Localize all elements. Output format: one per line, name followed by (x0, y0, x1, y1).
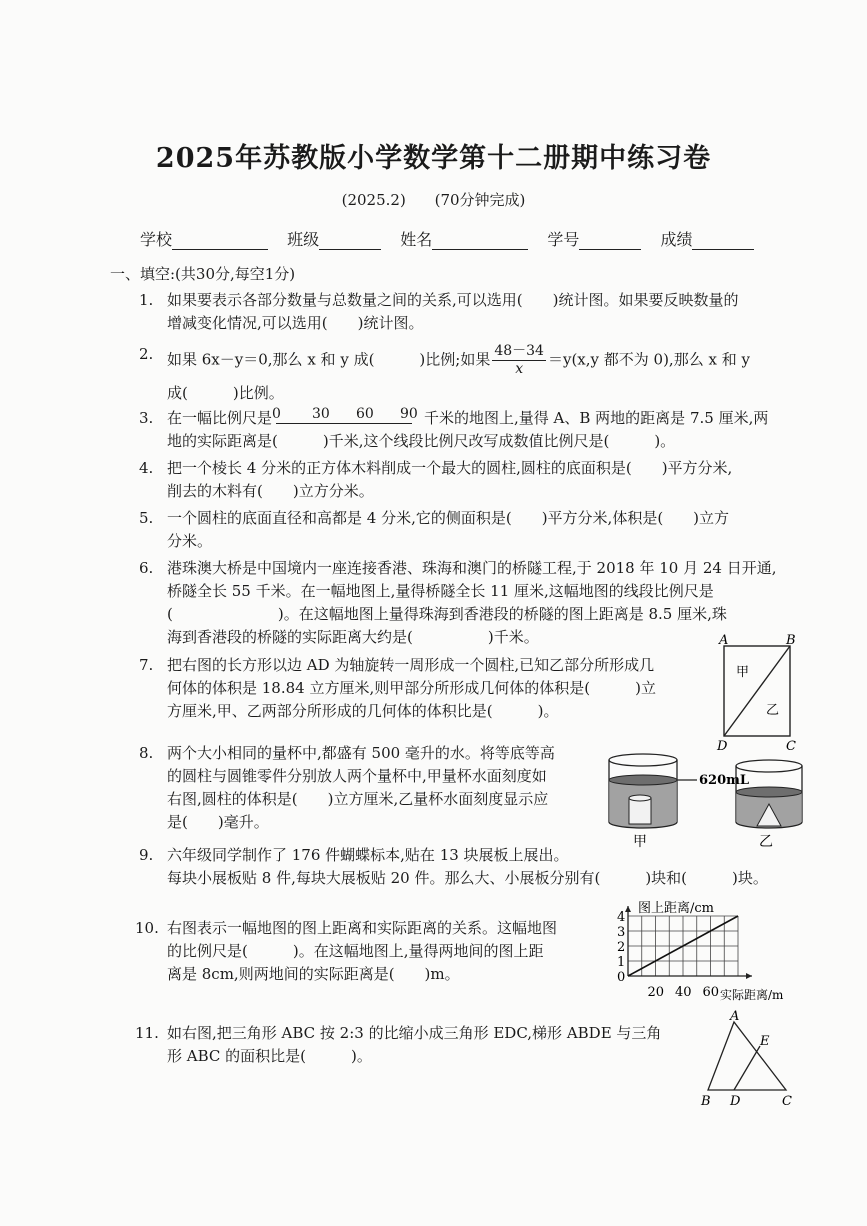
subtitle (0, 189, 867, 210)
question-text-line: 是( )毫升。 (167, 813, 269, 831)
question-text-line: 成( )比例。 (167, 384, 284, 402)
question-text-line: 离是 8cm,则两地间的实际距离是( )m。 (167, 965, 460, 983)
y-tick-label: 3 (617, 925, 626, 940)
question-text-line: 如果要表示各部分数量与总数量之间的关系,可以选用( )统计图。如果要反映数量的 (167, 291, 739, 309)
vertex-a-label: A (719, 633, 729, 648)
question-text-line: 港珠澳大桥是中国境内一座连接香港、珠海和澳门的桥隧工程,于 2018 年 10 月 24 日开通, (167, 559, 777, 577)
section-1-title: 一、填空:(共30分,每空1分) (110, 265, 296, 283)
x-tick-label: 60 (702, 985, 720, 1000)
vertex-b-label: B (786, 633, 796, 648)
question-text-line: 削去的木料有( )立方分米。 (167, 482, 374, 500)
exam-duration: (70分钟完成) (434, 191, 526, 209)
question-text-line: ( )。在这幅地图上量得珠海到香港段的桥隧的图上距离是 8.5 厘米,珠 (167, 605, 727, 623)
name-field[interactable]: 姓名 (400, 227, 528, 250)
question-text-line: 桥隧全长 55 千米。在一幅地图上,量得桥隧全长 11 厘米,这幅地图的线段比例尺是 (167, 582, 714, 600)
question-3 (139, 406, 769, 453)
score-blank[interactable] (692, 233, 754, 250)
x-axis-label: 实际距离/m (720, 988, 784, 1002)
y-tick-label: 4 (617, 910, 626, 925)
class-blank[interactable] (319, 233, 381, 250)
question-text-line: 把右图的长方形以边 AD 为轴旋转一周形成一个圆柱,已知乙部分所形成几 (167, 656, 655, 674)
question-text-line: 的圆柱与圆锥零件分别放人两个量杯中,甲量杯水面刻度如 (167, 767, 547, 785)
question-text-line: 分米。 (167, 532, 213, 550)
class-field[interactable]: 班级 (287, 227, 381, 250)
question-number: 2. (139, 345, 154, 363)
question-5 (139, 507, 730, 553)
question-text-line: 方厘米,甲、乙两部分所形成的几何体的体积比是( )。 (167, 702, 559, 720)
question-number: 9. (139, 846, 154, 864)
x-tick-label: 40 (675, 985, 692, 1000)
question-number: 8. (139, 744, 154, 762)
y-tick-label: 1 (617, 955, 626, 970)
vertex-c-label: C (782, 1094, 792, 1108)
question-number: 7. (139, 656, 154, 674)
question-6 (139, 557, 777, 649)
question-text-line: 地的实际距离是( )千米,这个线段比例尺改写成数值比例尺是( )。 (167, 432, 676, 450)
question-text-line: 把一个棱长 4 分米的正方体木料削成一个最大的圆柱,圆柱的底面积是( )平方分米, (167, 459, 733, 477)
question-number: 1. (139, 291, 154, 309)
question-number: 10. (135, 919, 159, 937)
question-text-line: 海到香港段的桥隧的实际距离大约是( )千米。 (167, 628, 539, 646)
region-jia-label: 甲 (736, 665, 750, 680)
question-text-line: 两个大小相同的量杯中,都盛有 500 毫升的水。将等底等高 (167, 744, 555, 762)
x-axis-arrow (746, 973, 752, 979)
vertex-c-label: C (786, 739, 796, 752)
question-text-line: 的比例尺是( )。在这幅地图上,量得两地间的图上距 (167, 942, 544, 960)
measuring-cups-figure (603, 748, 808, 850)
question-1 (139, 289, 739, 335)
region-yi-label: 乙 (766, 703, 780, 718)
name-blank[interactable] (432, 233, 528, 250)
rectangle-figure (712, 632, 807, 752)
question-text-line: 在一幅比例尺是 0 30 60 90 千米的地图上,量得 A、B 两地的距离是 7.5 厘米,两 (167, 406, 769, 427)
question-text-line: 右图表示一幅地图的图上距离和实际距离的关系。这幅地图 (167, 919, 558, 937)
question-text-line: 右图,圆柱的体积是( )立方厘米,乙量杯水面刻度显示应 (167, 790, 549, 808)
question-number: 3. (139, 409, 154, 427)
vertex-d-label: D (717, 739, 728, 752)
vertex-e-label: E (760, 1034, 770, 1049)
vertex-a-label: A (730, 1009, 740, 1024)
question-text-line: 如右图,把三角形 ABC 按 2:3 的比缩小成三角形 EDC,梯形 ABDE 与三角 (167, 1024, 662, 1042)
score-field[interactable]: 成绩 (660, 227, 754, 250)
school-blank[interactable] (172, 233, 268, 250)
y-axis-arrow (625, 906, 631, 912)
y-tick-label: 0 (617, 970, 626, 985)
question-9 (139, 844, 768, 890)
question-text-line: 每块小展板贴 8 件,每块大展板贴 20 件。那么大、小展板分别有( )块和( )块。 (167, 869, 768, 887)
question-text-line: 形 ABC 的面积比是( )。 (167, 1047, 372, 1065)
question-text-line: 六年级同学制作了 176 件蝴蝶标本,贴在 13 块展板上展出。 (167, 846, 569, 864)
question-number: 5. (139, 509, 154, 527)
line-scale-bar: 0 30 60 90 (272, 406, 418, 422)
question-text-line: 增减变化情况,可以选用( )统计图。 (167, 314, 424, 332)
vertex-b-label: B (701, 1094, 711, 1108)
exam-date: (2025.2) (341, 191, 406, 209)
question-7 (139, 654, 656, 723)
school-field[interactable]: 学校 (140, 227, 268, 250)
x-tick-label: 20 (647, 985, 665, 1000)
question-number: 6. (139, 559, 154, 577)
scale-line-chart (608, 898, 804, 1006)
student-info-row (140, 227, 768, 250)
question-8 (139, 742, 555, 834)
question-text-line: 如果 6x－y＝0,那么 x 和 y 成( )比例;如果 $\frac{48-34}{x}$ ＝y(x,y 都不为 0),那么 x 和 y (167, 343, 750, 377)
question-number: 4. (139, 459, 154, 477)
vertex-d-label: D (730, 1094, 741, 1108)
triangle-figure (698, 1008, 804, 1108)
question-11 (135, 1022, 662, 1068)
student-number-field[interactable]: 学号 (547, 227, 641, 250)
question-number: 11. (135, 1024, 159, 1042)
y-tick-label: 2 (617, 940, 626, 955)
question-10 (135, 917, 558, 986)
question-text-line: 一个圆柱的底面直径和高都是 4 分米,它的侧面积是( )平方分米,体积是( )立方 (167, 509, 730, 527)
question-2 (139, 343, 750, 405)
cup-jia-label: 甲 (633, 834, 647, 850)
water-level-reading: 620mL (699, 773, 750, 788)
question-4 (139, 457, 733, 503)
question-text-line: 何体的体积是 18.84 立方厘米,则甲部分所形成几何体的体积是( )立 (167, 679, 656, 697)
y-axis-label: 图上距离/cm (638, 901, 714, 916)
student-number-blank[interactable] (579, 233, 641, 250)
page-title: 2025年苏教版小学数学第十二册期中练习卷 (155, 143, 712, 174)
cup-yi-label: 乙 (759, 834, 773, 850)
fraction: $\frac{48-34}{x}$ (494, 343, 544, 377)
